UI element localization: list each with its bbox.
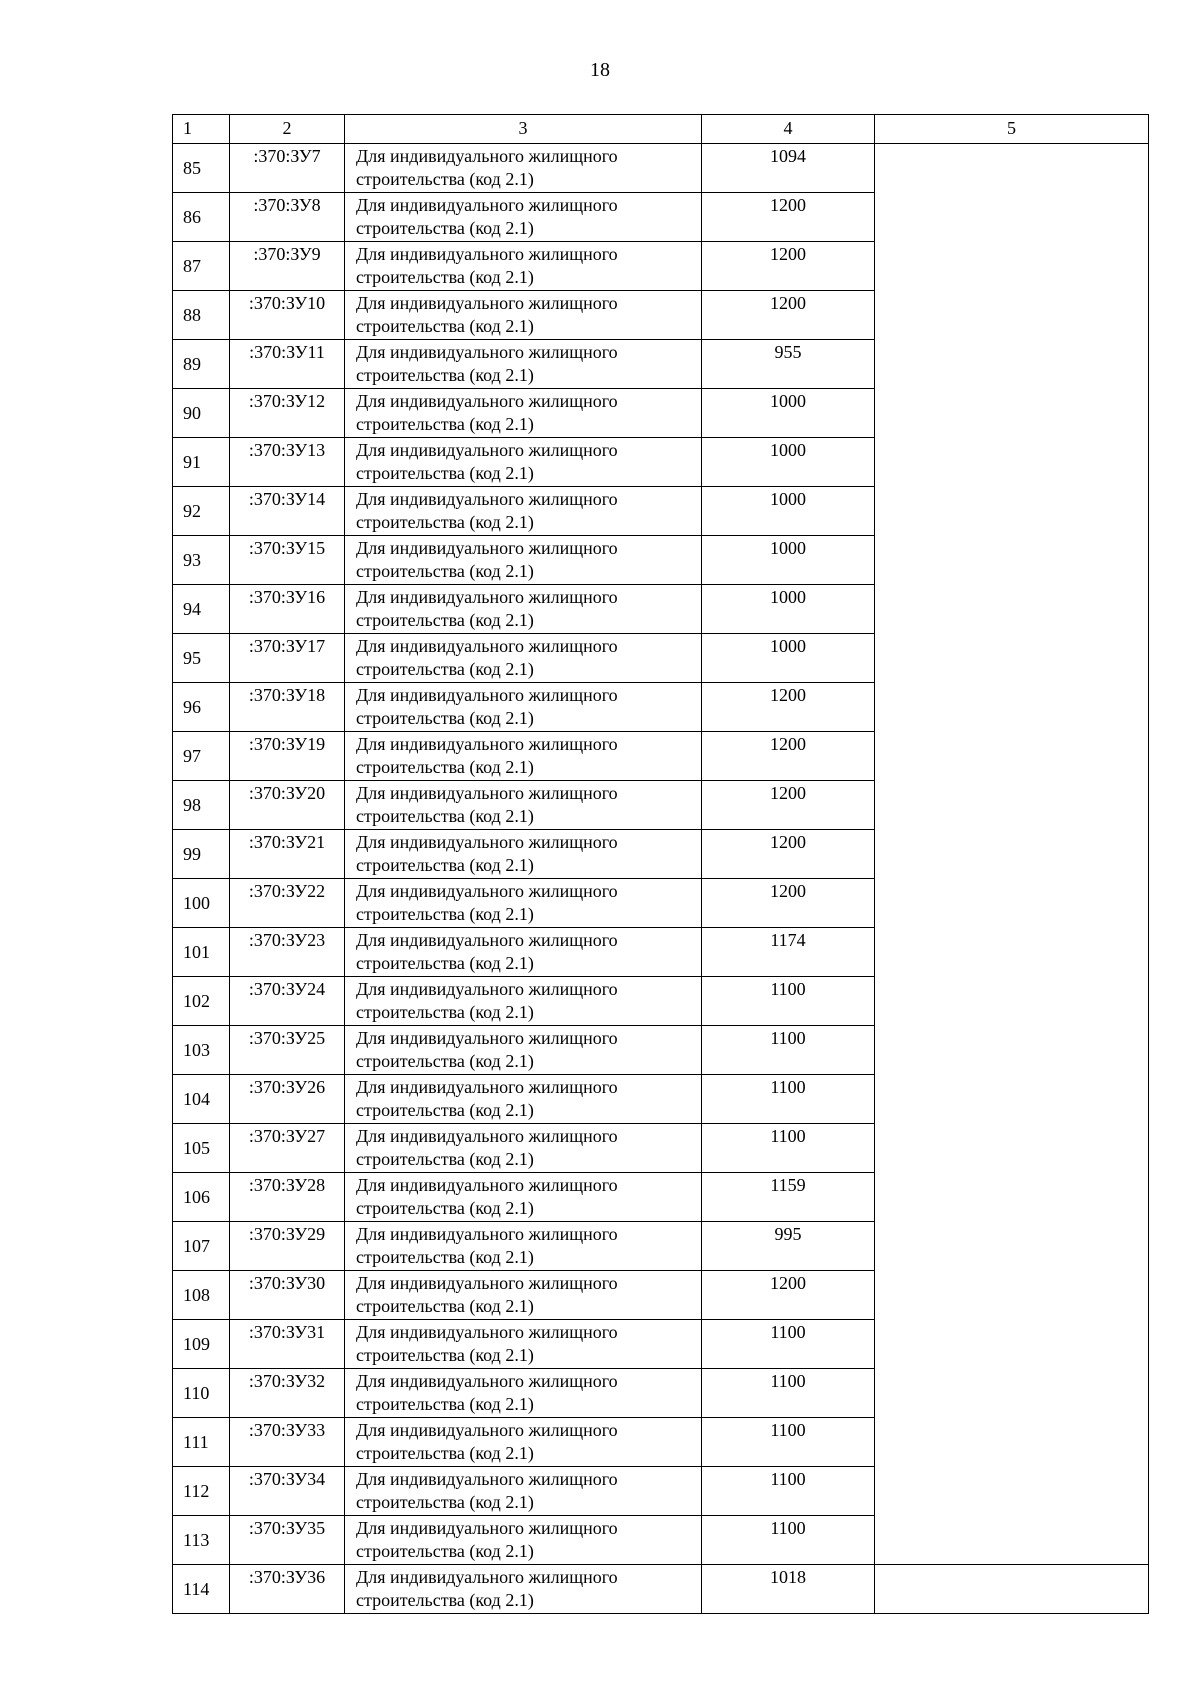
permitted-use-line: строительства (код 2.1): [356, 1296, 534, 1316]
area-cell: 955: [702, 340, 875, 389]
area-cell: 1200: [702, 879, 875, 928]
area-cell: 1200: [702, 193, 875, 242]
plot-code-cell: :370:ЗУ16: [230, 585, 345, 634]
plot-code-cell: :370:ЗУ21: [230, 830, 345, 879]
area-cell: 1100: [702, 1320, 875, 1369]
permitted-use-line: строительства (код 2.1): [356, 1541, 534, 1561]
permitted-use-line: Для индивидуального жилищного: [356, 1273, 618, 1293]
area-cell: 1100: [702, 1075, 875, 1124]
row-number-cell: 105: [173, 1124, 230, 1173]
permitted-use-cell: [345, 438, 702, 487]
area-cell: 1200: [702, 1271, 875, 1320]
permitted-use-line: строительства (код 2.1): [356, 414, 534, 434]
permitted-use-line: Для индивидуального жилищного: [356, 489, 618, 509]
permitted-use-cell: [345, 585, 702, 634]
permitted-use-line: Для индивидуального жилищного: [356, 1126, 618, 1146]
plot-code-cell: :370:ЗУ19: [230, 732, 345, 781]
permitted-use-line: Для индивидуального жилищного: [356, 979, 618, 999]
permitted-use-line: строительства (код 2.1): [356, 1198, 534, 1218]
area-cell: 1200: [702, 291, 875, 340]
table-row: [173, 1565, 1149, 1614]
permitted-use-line: Для индивидуального жилищного: [356, 146, 618, 166]
permitted-use-cell: [345, 389, 702, 438]
permitted-use-line: строительства (код 2.1): [356, 904, 534, 924]
permitted-use-line: Для индивидуального жилищного: [356, 1028, 618, 1048]
area-cell: 1200: [702, 830, 875, 879]
permitted-use-line: Для индивидуального жилищного: [356, 293, 618, 313]
permitted-use-line: Для индивидуального жилищного: [356, 1420, 618, 1440]
area-cell: 1000: [702, 585, 875, 634]
table-body: [173, 115, 1149, 1614]
permitted-use-line: Для индивидуального жилищного: [356, 587, 618, 607]
row-number-cell: 91: [173, 438, 230, 487]
permitted-use-cell: [345, 634, 702, 683]
plot-code-cell: :370:ЗУ32: [230, 1369, 345, 1418]
plot-code-cell: :370:ЗУ35: [230, 1516, 345, 1565]
area-cell: 1159: [702, 1173, 875, 1222]
area-cell: 1100: [702, 977, 875, 1026]
permitted-use-line: строительства (код 2.1): [356, 610, 534, 630]
row-number-cell: 103: [173, 1026, 230, 1075]
table-row: [173, 144, 1149, 193]
permitted-use-line: Для индивидуального жилищного: [356, 1224, 618, 1244]
page-number: 18: [590, 59, 610, 81]
row-number-cell: 102: [173, 977, 230, 1026]
row-number-cell: 93: [173, 536, 230, 585]
permitted-use-line: Для индивидуального жилищного: [356, 1175, 618, 1195]
area-cell: 1100: [702, 1369, 875, 1418]
notes-merged-cell: [875, 144, 1149, 1565]
plot-code-cell: :370:ЗУ34: [230, 1467, 345, 1516]
plot-code-cell: :370:ЗУ14: [230, 487, 345, 536]
row-number-cell: 107: [173, 1222, 230, 1271]
permitted-use-cell: [345, 1222, 702, 1271]
plot-code-cell: :370:ЗУ7: [230, 144, 345, 193]
row-number-cell: 111: [173, 1418, 230, 1467]
area-cell: 1200: [702, 781, 875, 830]
permitted-use-line: Для индивидуального жилищного: [356, 881, 618, 901]
permitted-use-cell: [345, 928, 702, 977]
permitted-use-line: строительства (код 2.1): [356, 316, 534, 336]
row-number-cell: 87: [173, 242, 230, 291]
plot-code-cell: :370:ЗУ8: [230, 193, 345, 242]
permitted-use-line: строительства (код 2.1): [356, 561, 534, 581]
permitted-use-line: Для индивидуального жилищного: [356, 1567, 618, 1587]
plot-code-cell: :370:ЗУ13: [230, 438, 345, 487]
area-cell: 1094: [702, 144, 875, 193]
area-cell: 1000: [702, 389, 875, 438]
row-number-cell: 94: [173, 585, 230, 634]
permitted-use-line: Для индивидуального жилищного: [356, 1322, 618, 1342]
area-cell: 1000: [702, 487, 875, 536]
plot-code-cell: :370:ЗУ9: [230, 242, 345, 291]
row-number-cell: 96: [173, 683, 230, 732]
permitted-use-line: строительства (код 2.1): [356, 365, 534, 385]
land-plots-table: [172, 114, 1149, 1614]
plot-code-cell: :370:ЗУ29: [230, 1222, 345, 1271]
permitted-use-cell: [345, 1075, 702, 1124]
plot-code-cell: :370:ЗУ17: [230, 634, 345, 683]
permitted-use-line: Для индивидуального жилищного: [356, 734, 618, 754]
permitted-use-line: строительства (код 2.1): [356, 1051, 534, 1071]
permitted-use-cell: [345, 291, 702, 340]
permitted-use-line: Для индивидуального жилищного: [356, 342, 618, 362]
permitted-use-line: Для индивидуального жилищного: [356, 685, 618, 705]
row-number-cell: 113: [173, 1516, 230, 1565]
permitted-use-line: Для индивидуального жилищного: [356, 244, 618, 264]
permitted-use-cell: [345, 242, 702, 291]
permitted-use-cell: [345, 1418, 702, 1467]
row-number-cell: 88: [173, 291, 230, 340]
permitted-use-cell: [345, 1173, 702, 1222]
plot-code-cell: :370:ЗУ15: [230, 536, 345, 585]
plot-code-cell: :370:ЗУ26: [230, 1075, 345, 1124]
plot-code-cell: :370:ЗУ27: [230, 1124, 345, 1173]
permitted-use-cell: [345, 1271, 702, 1320]
permitted-use-line: строительства (код 2.1): [356, 855, 534, 875]
permitted-use-cell: [345, 193, 702, 242]
permitted-use-line: строительства (код 2.1): [356, 1149, 534, 1169]
area-cell: 1200: [702, 683, 875, 732]
permitted-use-line: Для индивидуального жилищного: [356, 195, 618, 215]
plot-code-cell: :370:ЗУ18: [230, 683, 345, 732]
plot-code-cell: :370:ЗУ23: [230, 928, 345, 977]
permitted-use-line: строительства (код 2.1): [356, 1394, 534, 1414]
row-number-cell: 106: [173, 1173, 230, 1222]
plot-code-cell: :370:ЗУ30: [230, 1271, 345, 1320]
row-number-cell: 108: [173, 1271, 230, 1320]
permitted-use-cell: [345, 977, 702, 1026]
permitted-use-line: строительства (код 2.1): [356, 708, 534, 728]
row-number-cell: 86: [173, 193, 230, 242]
permitted-use-line: строительства (код 2.1): [356, 1345, 534, 1365]
permitted-use-cell: [345, 879, 702, 928]
permitted-use-cell: [345, 144, 702, 193]
permitted-use-cell: [345, 536, 702, 585]
row-number-cell: 85: [173, 144, 230, 193]
area-cell: 1200: [702, 732, 875, 781]
column-header: 2: [230, 115, 345, 144]
area-cell: 1018: [702, 1565, 875, 1614]
area-cell: 1100: [702, 1467, 875, 1516]
row-number-cell: 100: [173, 879, 230, 928]
permitted-use-line: Для индивидуального жилищного: [356, 930, 618, 950]
table-header-row: [173, 115, 1149, 144]
plot-code-cell: :370:ЗУ36: [230, 1565, 345, 1614]
permitted-use-line: строительства (код 2.1): [356, 512, 534, 532]
area-cell: 1000: [702, 536, 875, 585]
permitted-use-cell: [345, 1026, 702, 1075]
permitted-use-line: строительства (код 2.1): [356, 218, 534, 238]
column-header: 1: [173, 115, 230, 144]
permitted-use-line: строительства (код 2.1): [356, 659, 534, 679]
plot-code-cell: :370:ЗУ10: [230, 291, 345, 340]
area-cell: 1000: [702, 634, 875, 683]
plot-code-cell: :370:ЗУ12: [230, 389, 345, 438]
notes-cell: [875, 1565, 1149, 1614]
permitted-use-line: строительства (код 2.1): [356, 267, 534, 287]
permitted-use-line: Для индивидуального жилищного: [356, 832, 618, 852]
plot-code-cell: :370:ЗУ33: [230, 1418, 345, 1467]
row-number-cell: 109: [173, 1320, 230, 1369]
area-cell: 1100: [702, 1516, 875, 1565]
permitted-use-line: строительства (код 2.1): [356, 169, 534, 189]
permitted-use-cell: [345, 1124, 702, 1173]
permitted-use-line: строительства (код 2.1): [356, 1002, 534, 1022]
plot-code-cell: :370:ЗУ20: [230, 781, 345, 830]
row-number-cell: 98: [173, 781, 230, 830]
row-number-cell: 90: [173, 389, 230, 438]
row-number-cell: 92: [173, 487, 230, 536]
permitted-use-line: Для индивидуального жилищного: [356, 1518, 618, 1538]
permitted-use-cell: [345, 1320, 702, 1369]
permitted-use-cell: [345, 830, 702, 879]
plot-code-cell: :370:ЗУ11: [230, 340, 345, 389]
row-number-cell: 114: [173, 1565, 230, 1614]
permitted-use-line: Для индивидуального жилищного: [356, 538, 618, 558]
area-cell: 1174: [702, 928, 875, 977]
permitted-use-line: строительства (код 2.1): [356, 806, 534, 826]
permitted-use-line: строительства (код 2.1): [356, 757, 534, 777]
permitted-use-line: строительства (код 2.1): [356, 463, 534, 483]
permitted-use-line: Для индивидуального жилищного: [356, 440, 618, 460]
permitted-use-line: строительства (код 2.1): [356, 1100, 534, 1120]
permitted-use-line: Для индивидуального жилищного: [356, 636, 618, 656]
area-cell: 1200: [702, 242, 875, 291]
row-number-cell: 110: [173, 1369, 230, 1418]
permitted-use-cell: [345, 781, 702, 830]
permitted-use-line: Для индивидуального жилищного: [356, 1469, 618, 1489]
plot-code-cell: :370:ЗУ28: [230, 1173, 345, 1222]
column-header: 3: [345, 115, 702, 144]
permitted-use-cell: [345, 1369, 702, 1418]
permitted-use-cell: [345, 487, 702, 536]
row-number-cell: 97: [173, 732, 230, 781]
permitted-use-line: Для индивидуального жилищного: [356, 1077, 618, 1097]
permitted-use-cell: [345, 1467, 702, 1516]
plot-code-cell: :370:ЗУ24: [230, 977, 345, 1026]
row-number-cell: 112: [173, 1467, 230, 1516]
permitted-use-line: Для индивидуального жилищного: [356, 783, 618, 803]
permitted-use-cell: [345, 683, 702, 732]
permitted-use-cell: [345, 732, 702, 781]
plot-code-cell: :370:ЗУ25: [230, 1026, 345, 1075]
column-header: 4: [702, 115, 875, 144]
area-cell: 1100: [702, 1418, 875, 1467]
plot-code-cell: :370:ЗУ22: [230, 879, 345, 928]
column-header: 5: [875, 115, 1149, 144]
permitted-use-line: Для индивидуального жилищного: [356, 391, 618, 411]
area-cell: 1100: [702, 1124, 875, 1173]
row-number-cell: 89: [173, 340, 230, 389]
row-number-cell: 95: [173, 634, 230, 683]
permitted-use-line: строительства (код 2.1): [356, 1492, 534, 1512]
permitted-use-cell: [345, 340, 702, 389]
permitted-use-cell: [345, 1516, 702, 1565]
area-cell: 995: [702, 1222, 875, 1271]
row-number-cell: 101: [173, 928, 230, 977]
permitted-use-cell: [345, 1565, 702, 1614]
permitted-use-line: строительства (код 2.1): [356, 1247, 534, 1267]
permitted-use-line: строительства (код 2.1): [356, 1443, 534, 1463]
row-number-cell: 99: [173, 830, 230, 879]
row-number-cell: 104: [173, 1075, 230, 1124]
area-cell: 1000: [702, 438, 875, 487]
permitted-use-line: строительства (код 2.1): [356, 953, 534, 973]
area-cell: 1100: [702, 1026, 875, 1075]
plot-code-cell: :370:ЗУ31: [230, 1320, 345, 1369]
permitted-use-line: Для индивидуального жилищного: [356, 1371, 618, 1391]
permitted-use-line: строительства (код 2.1): [356, 1590, 534, 1610]
